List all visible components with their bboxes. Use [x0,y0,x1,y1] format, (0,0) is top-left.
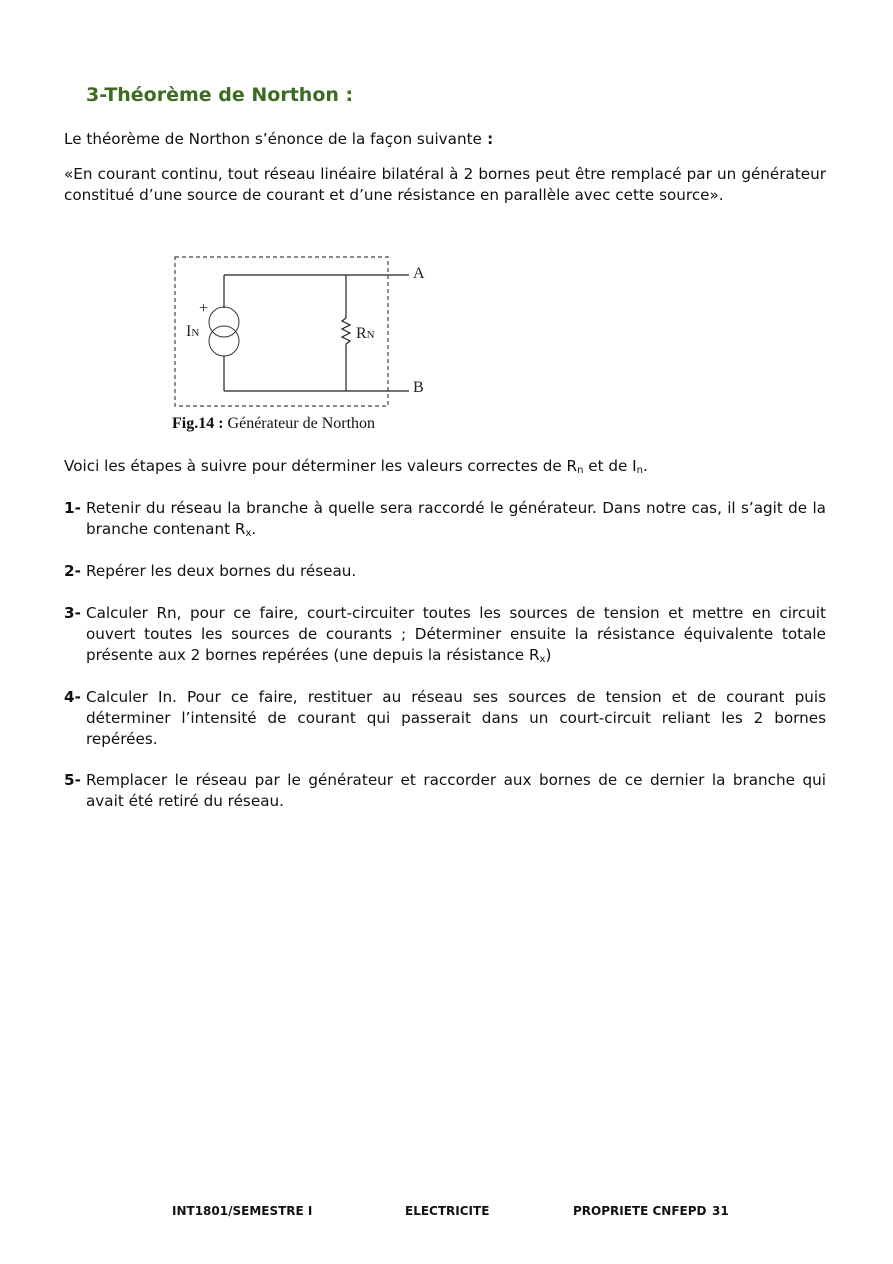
footer-course: INT1801/SEMESTRE I [172,1204,313,1218]
theorem-statement: «En courant continu, tout réseau linéaire bilatéral à 2 bornes peut être remplacé par un générateur constitué d’une source de courant et d’une résistance en parallèle avec cette source». [64,165,826,204]
step-item [64,498,826,540]
step-text: Calculer Rn, pour ce faire, court-circuiter toutes les sources de tension et mettre en circuit ouvert toutes les sources de courants ; Déterminer ensuite la résistance équivalente totale présente aux 2 bornes repérées (une depuis la résistance $R_x$) [86,604,826,665]
footer-owner: PROPRIETE CNFEPD [573,1204,707,1218]
figure-caption [172,415,375,433]
northon-generator-figure [160,250,450,440]
caption-text: Générateur de Northon [223,415,376,432]
resistor-zigzag [342,318,350,344]
step-number: 3- [64,604,81,622]
step-text: Remplacer le réseau par le générateur et raccorder aux bornes de ce dernier la branche qui avait été retiré du réseau. [86,771,826,810]
page-number: 31 [712,1204,729,1218]
terminal-a-label: A [413,265,425,282]
step-text: Calculer In. Pour ce faire, restituer au réseau ses sources de tension et de courant puis déterminer l’intensité de courant qui passerait dans un court-circuit reliant les 2 bornes repérées. [86,688,826,748]
step-item [64,770,826,812]
intro-lead [64,129,826,150]
step-number: 1- [64,499,81,517]
current-source-circle-top [209,307,239,337]
circuit-diagram [160,250,450,420]
terminal-b-label: B [413,379,424,396]
caption-number: Fig.14 : [172,415,224,432]
step-item [64,687,826,750]
footer-subject: ELECTRICITE [405,1204,490,1218]
source-label: IN [186,323,200,340]
step-text: Retenir du réseau la branche à quelle sera raccordé le générateur. Dans notre cas, il s’agit de la branche contenant $R_x$. [86,499,826,539]
current-source-circle-bottom [209,326,239,356]
section-title: 3-Théorème de Northon : [86,84,354,106]
resistor-label: RN [356,325,375,342]
intro-lead-colon: : [481,130,494,148]
intro-lead-text: Le théorème de Northon s’énonce de la façon suivante [64,130,482,148]
step-number: 5- [64,771,81,789]
step-number: 2- [64,562,81,580]
steps-intro: Voici les étapes à suivre pour déterminer les valeurs correctes de $R_n$ et de $I_n$. [64,457,648,476]
step-item [64,603,826,666]
plus-sign: + [199,300,209,317]
step-item [64,561,826,582]
step-number: 4- [64,688,81,706]
step-text: Repérer les deux bornes du réseau. [86,562,357,580]
